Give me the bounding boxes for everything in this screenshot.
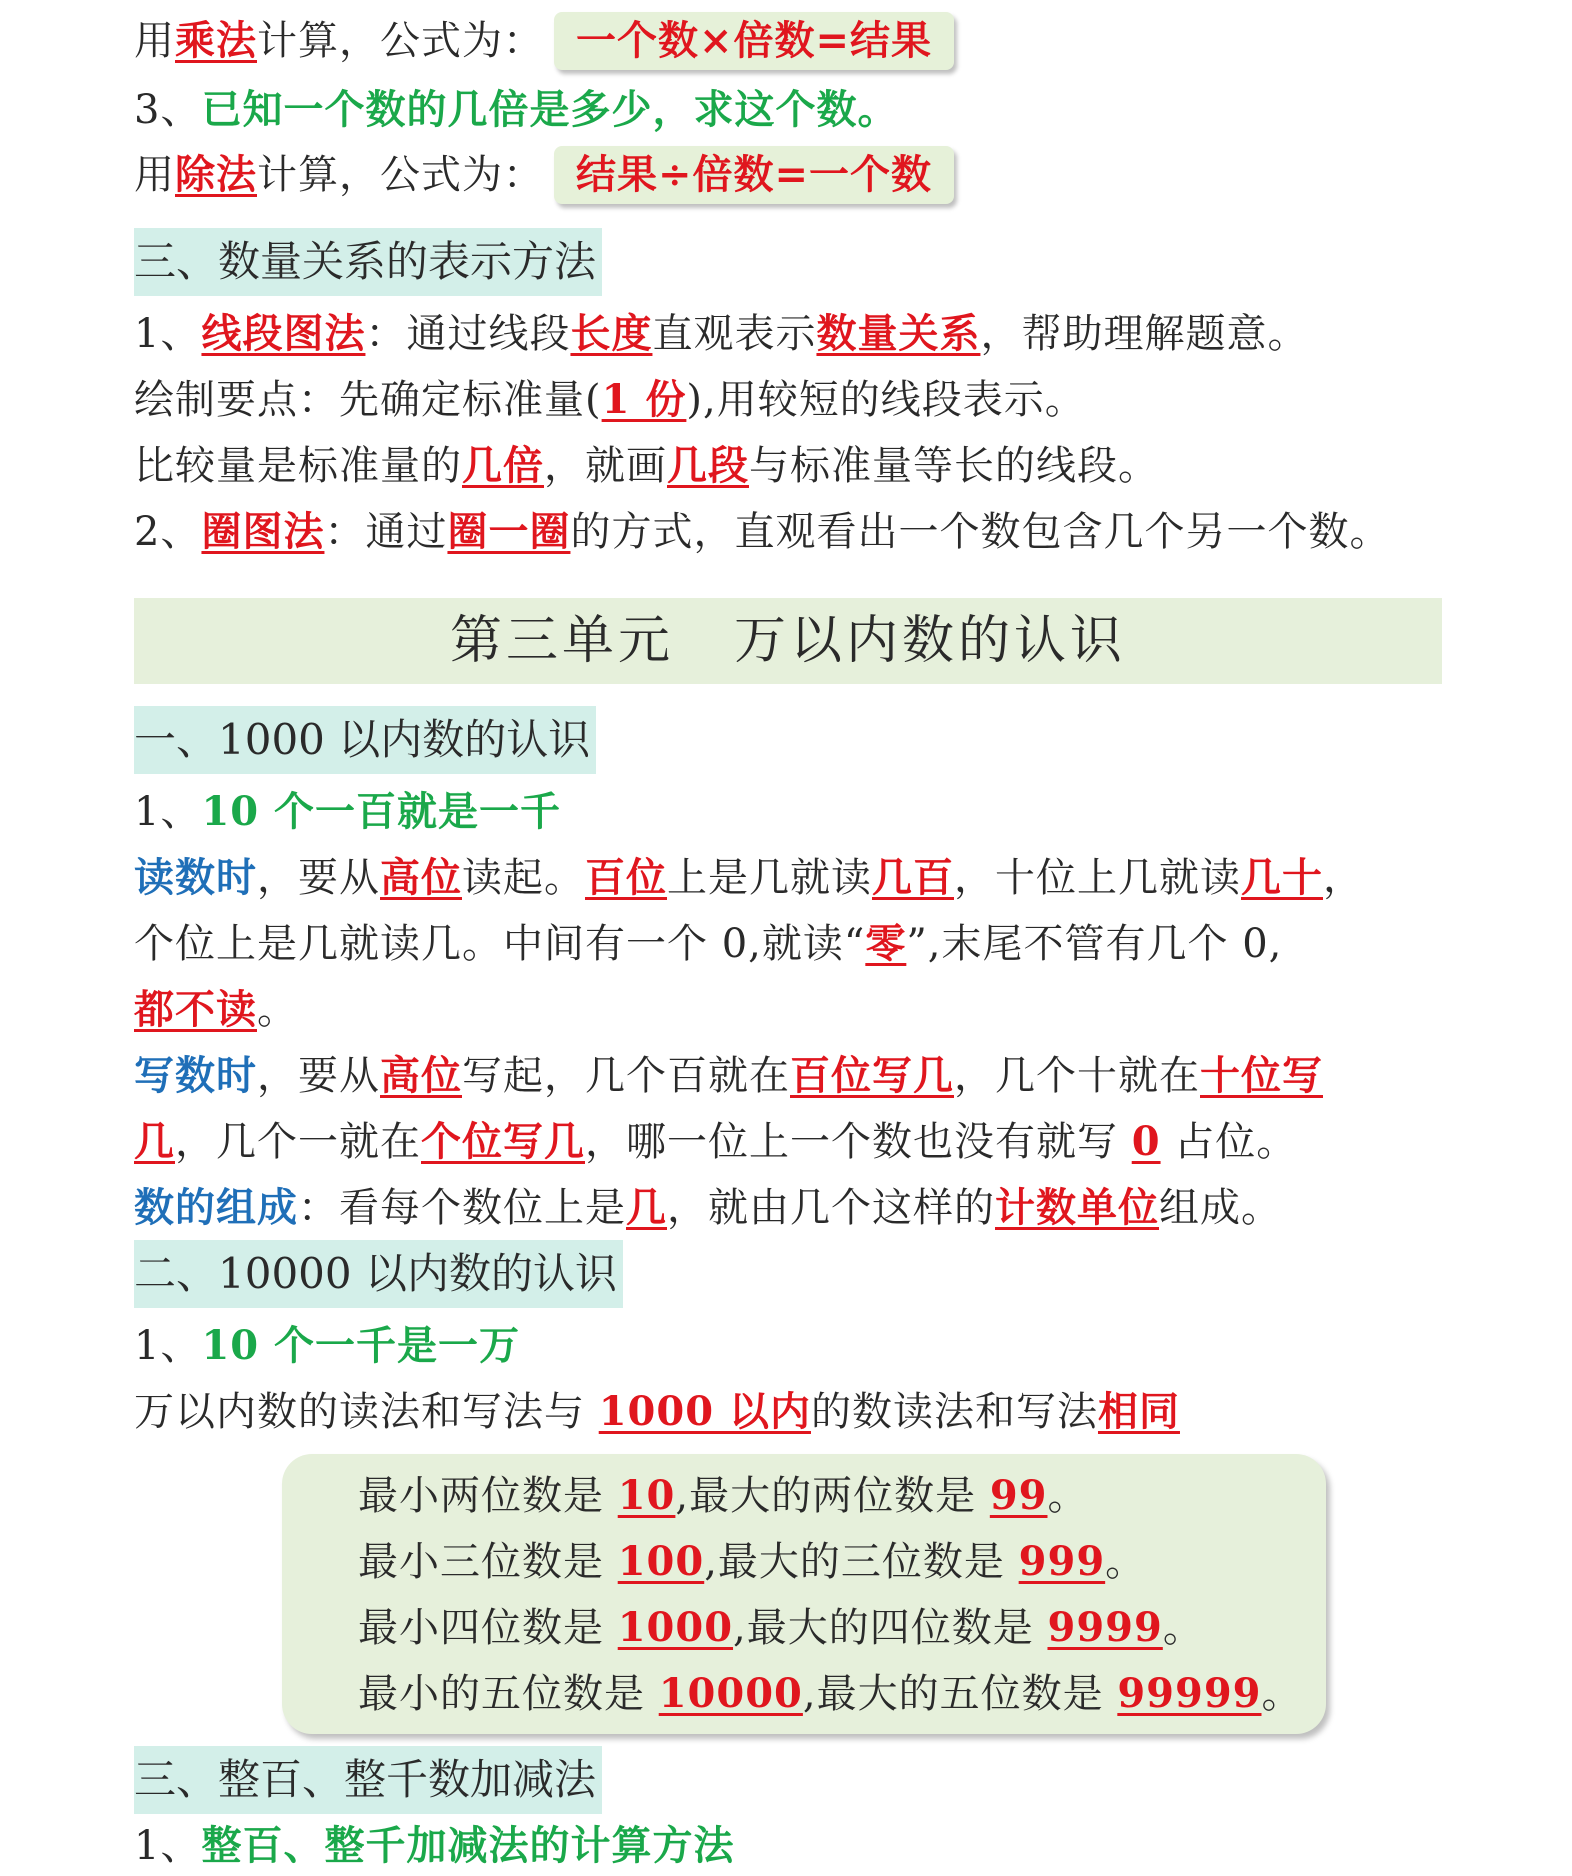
- keyword: 乘法: [175, 17, 257, 64]
- paragraph: [134, 1048, 1323, 1104]
- text: ”,末尾不管有几个 0,: [906, 921, 1283, 967]
- text: ,最大的五位数是: [802, 1671, 1118, 1717]
- paragraph: [134, 916, 1282, 972]
- keyword: 几倍: [462, 442, 544, 489]
- keyword: 圈一圈: [447, 508, 571, 555]
- text: 万以内数的读法和写法与: [134, 1389, 599, 1435]
- keyword: 1000 以内: [598, 1388, 811, 1435]
- text: 。: [1047, 1473, 1089, 1519]
- item-1: [134, 784, 561, 840]
- item-1: [134, 1318, 520, 1374]
- item-number: 1、: [134, 1323, 202, 1369]
- text: ，要从: [257, 855, 380, 901]
- unit-title: 第三单元: [449, 611, 674, 671]
- keyword: 几百: [872, 854, 954, 901]
- text: ：通过线段: [365, 311, 571, 357]
- section-heading: 二、10000 以内数的认识: [134, 1240, 623, 1308]
- text: 直观表示: [652, 311, 817, 357]
- paragraph: [134, 1180, 1282, 1236]
- text: ，要从: [257, 1053, 380, 1099]
- text: 占位。: [1160, 1119, 1298, 1165]
- summary-row: [358, 1600, 1204, 1656]
- lead-term: 数的组成: [134, 1184, 298, 1231]
- section-heading: 一、1000 以内数的认识: [134, 706, 596, 774]
- text: 。: [1162, 1605, 1204, 1651]
- text: 绘制要点：先确定标准量(: [134, 377, 602, 423]
- text: ,最大的三位数是: [704, 1539, 1019, 1585]
- keyword: 长度: [570, 310, 653, 357]
- item-title: 10 个一千是一万: [201, 1322, 521, 1369]
- text: 计算，公式为：: [257, 152, 544, 198]
- min-value: 100: [617, 1538, 705, 1585]
- item-number: 3、: [134, 87, 202, 133]
- min-value: 10000: [658, 1670, 803, 1717]
- text: 的数读法和写法: [810, 1389, 1098, 1435]
- text: 组成。: [1159, 1185, 1282, 1231]
- section-heading: 三、整百、整千数加减法: [134, 1746, 602, 1814]
- text: 个位上是几就读几。中间有一个 0,就读“: [134, 921, 866, 967]
- item-title: 10 个一百就是一千: [201, 788, 562, 835]
- keyword: 百位: [585, 854, 667, 901]
- item-number: 1、: [134, 1823, 202, 1869]
- text: ,最大的四位数是: [733, 1605, 1048, 1651]
- paragraph: [134, 438, 1159, 494]
- keyword: 百位写几: [790, 1052, 954, 1099]
- text: 。: [1105, 1539, 1147, 1585]
- item-number: 1、: [134, 311, 202, 357]
- keyword: 数量关系: [816, 310, 981, 357]
- text: 读起。: [462, 855, 585, 901]
- text: 的方式，直观看出一个数包含几个另一个数。: [570, 509, 1391, 555]
- text: 最小的五位数是: [358, 1671, 659, 1717]
- item-title: 整百、整千加减法的计算方法: [201, 1822, 735, 1869]
- text: ，十位上几就读: [954, 855, 1241, 901]
- text: ，就由几个这样的: [667, 1185, 995, 1231]
- paragraph: [134, 982, 298, 1038]
- summary-box: [282, 1454, 1326, 1734]
- text: ，就画: [544, 443, 667, 489]
- lead-term: 读数时: [134, 854, 257, 901]
- text: 用: [134, 152, 175, 198]
- keyword: 几: [134, 1118, 175, 1165]
- text: 最小两位数是: [358, 1473, 618, 1519]
- keyword: 圈图法: [201, 508, 325, 555]
- keyword: 高位: [380, 1052, 462, 1099]
- paragraph: [134, 1384, 1180, 1440]
- keyword: 几十: [1241, 854, 1323, 901]
- text: ，几个十就在: [954, 1053, 1200, 1099]
- keyword: 计数单位: [995, 1184, 1159, 1231]
- keyword: 0: [1131, 1118, 1161, 1165]
- max-value: 999: [1018, 1538, 1106, 1585]
- text: 上是几就读: [667, 855, 872, 901]
- text: 与标准量等长的线段。: [749, 443, 1159, 489]
- text: ，几个一就在: [175, 1119, 421, 1165]
- max-value: 9999: [1047, 1604, 1163, 1651]
- text: 最小四位数是: [358, 1605, 618, 1651]
- paragraph: [134, 1114, 1297, 1170]
- text: ，帮助理解题意。: [980, 311, 1309, 357]
- text: ),用较短的线段表示。: [686, 377, 1086, 423]
- keyword: 线段图法: [201, 310, 366, 357]
- text: 计算，公式为：: [257, 18, 544, 64]
- keyword: 高位: [380, 854, 462, 901]
- item-title: 已知一个数的几倍是多少，求这个数。: [201, 86, 899, 133]
- keyword: 相同: [1097, 1388, 1180, 1435]
- text: 比较量是标准量的: [134, 443, 462, 489]
- lead-term: 写数时: [134, 1052, 257, 1099]
- keyword: 零: [865, 920, 907, 967]
- text: ,最大的两位数是: [675, 1473, 990, 1519]
- formula-divide-line: [134, 146, 954, 204]
- text: 。: [1261, 1671, 1303, 1717]
- formula-box: 结果÷倍数=一个数: [554, 146, 954, 204]
- keyword: 1 份: [601, 376, 687, 423]
- keyword: 除法: [175, 151, 257, 198]
- text: 。: [257, 987, 298, 1033]
- item-number: 1、: [134, 789, 202, 835]
- formula-box: 一个数×倍数=结果: [554, 12, 954, 70]
- keyword: 都不读: [134, 986, 257, 1033]
- summary-row: [358, 1666, 1303, 1722]
- max-value: 99: [989, 1472, 1048, 1519]
- keyword: 十位写: [1200, 1052, 1323, 1099]
- text: ，: [1323, 855, 1364, 901]
- unit-banner: [134, 598, 1442, 684]
- text: ：通过: [324, 509, 448, 555]
- keyword: 个位写几: [421, 1118, 585, 1165]
- text: 最小三位数是: [358, 1539, 618, 1585]
- item-1: [134, 1818, 734, 1874]
- item-number: 2、: [134, 509, 202, 555]
- item-3: [134, 82, 898, 138]
- section-heading: 三、数量关系的表示方法: [134, 228, 602, 296]
- paragraph: [134, 306, 1308, 362]
- paragraph: [134, 850, 1364, 906]
- text: 写起，几个百就在: [462, 1053, 790, 1099]
- min-value: 1000: [617, 1604, 734, 1651]
- unit-subtitle: 万以内数的认识: [734, 611, 1127, 671]
- summary-row: [358, 1468, 1089, 1524]
- keyword: 几段: [667, 442, 749, 489]
- paragraph: [134, 372, 1086, 428]
- min-value: 10: [617, 1472, 676, 1519]
- text: ，哪一位上一个数也没有就写: [585, 1119, 1132, 1165]
- formula-multiply-line: [134, 12, 954, 70]
- text: 用: [134, 18, 175, 64]
- max-value: 99999: [1117, 1670, 1262, 1717]
- summary-row: [358, 1534, 1146, 1590]
- paragraph: [134, 504, 1390, 560]
- text: ：看每个数位上是: [298, 1185, 626, 1231]
- keyword: 几: [626, 1184, 667, 1231]
